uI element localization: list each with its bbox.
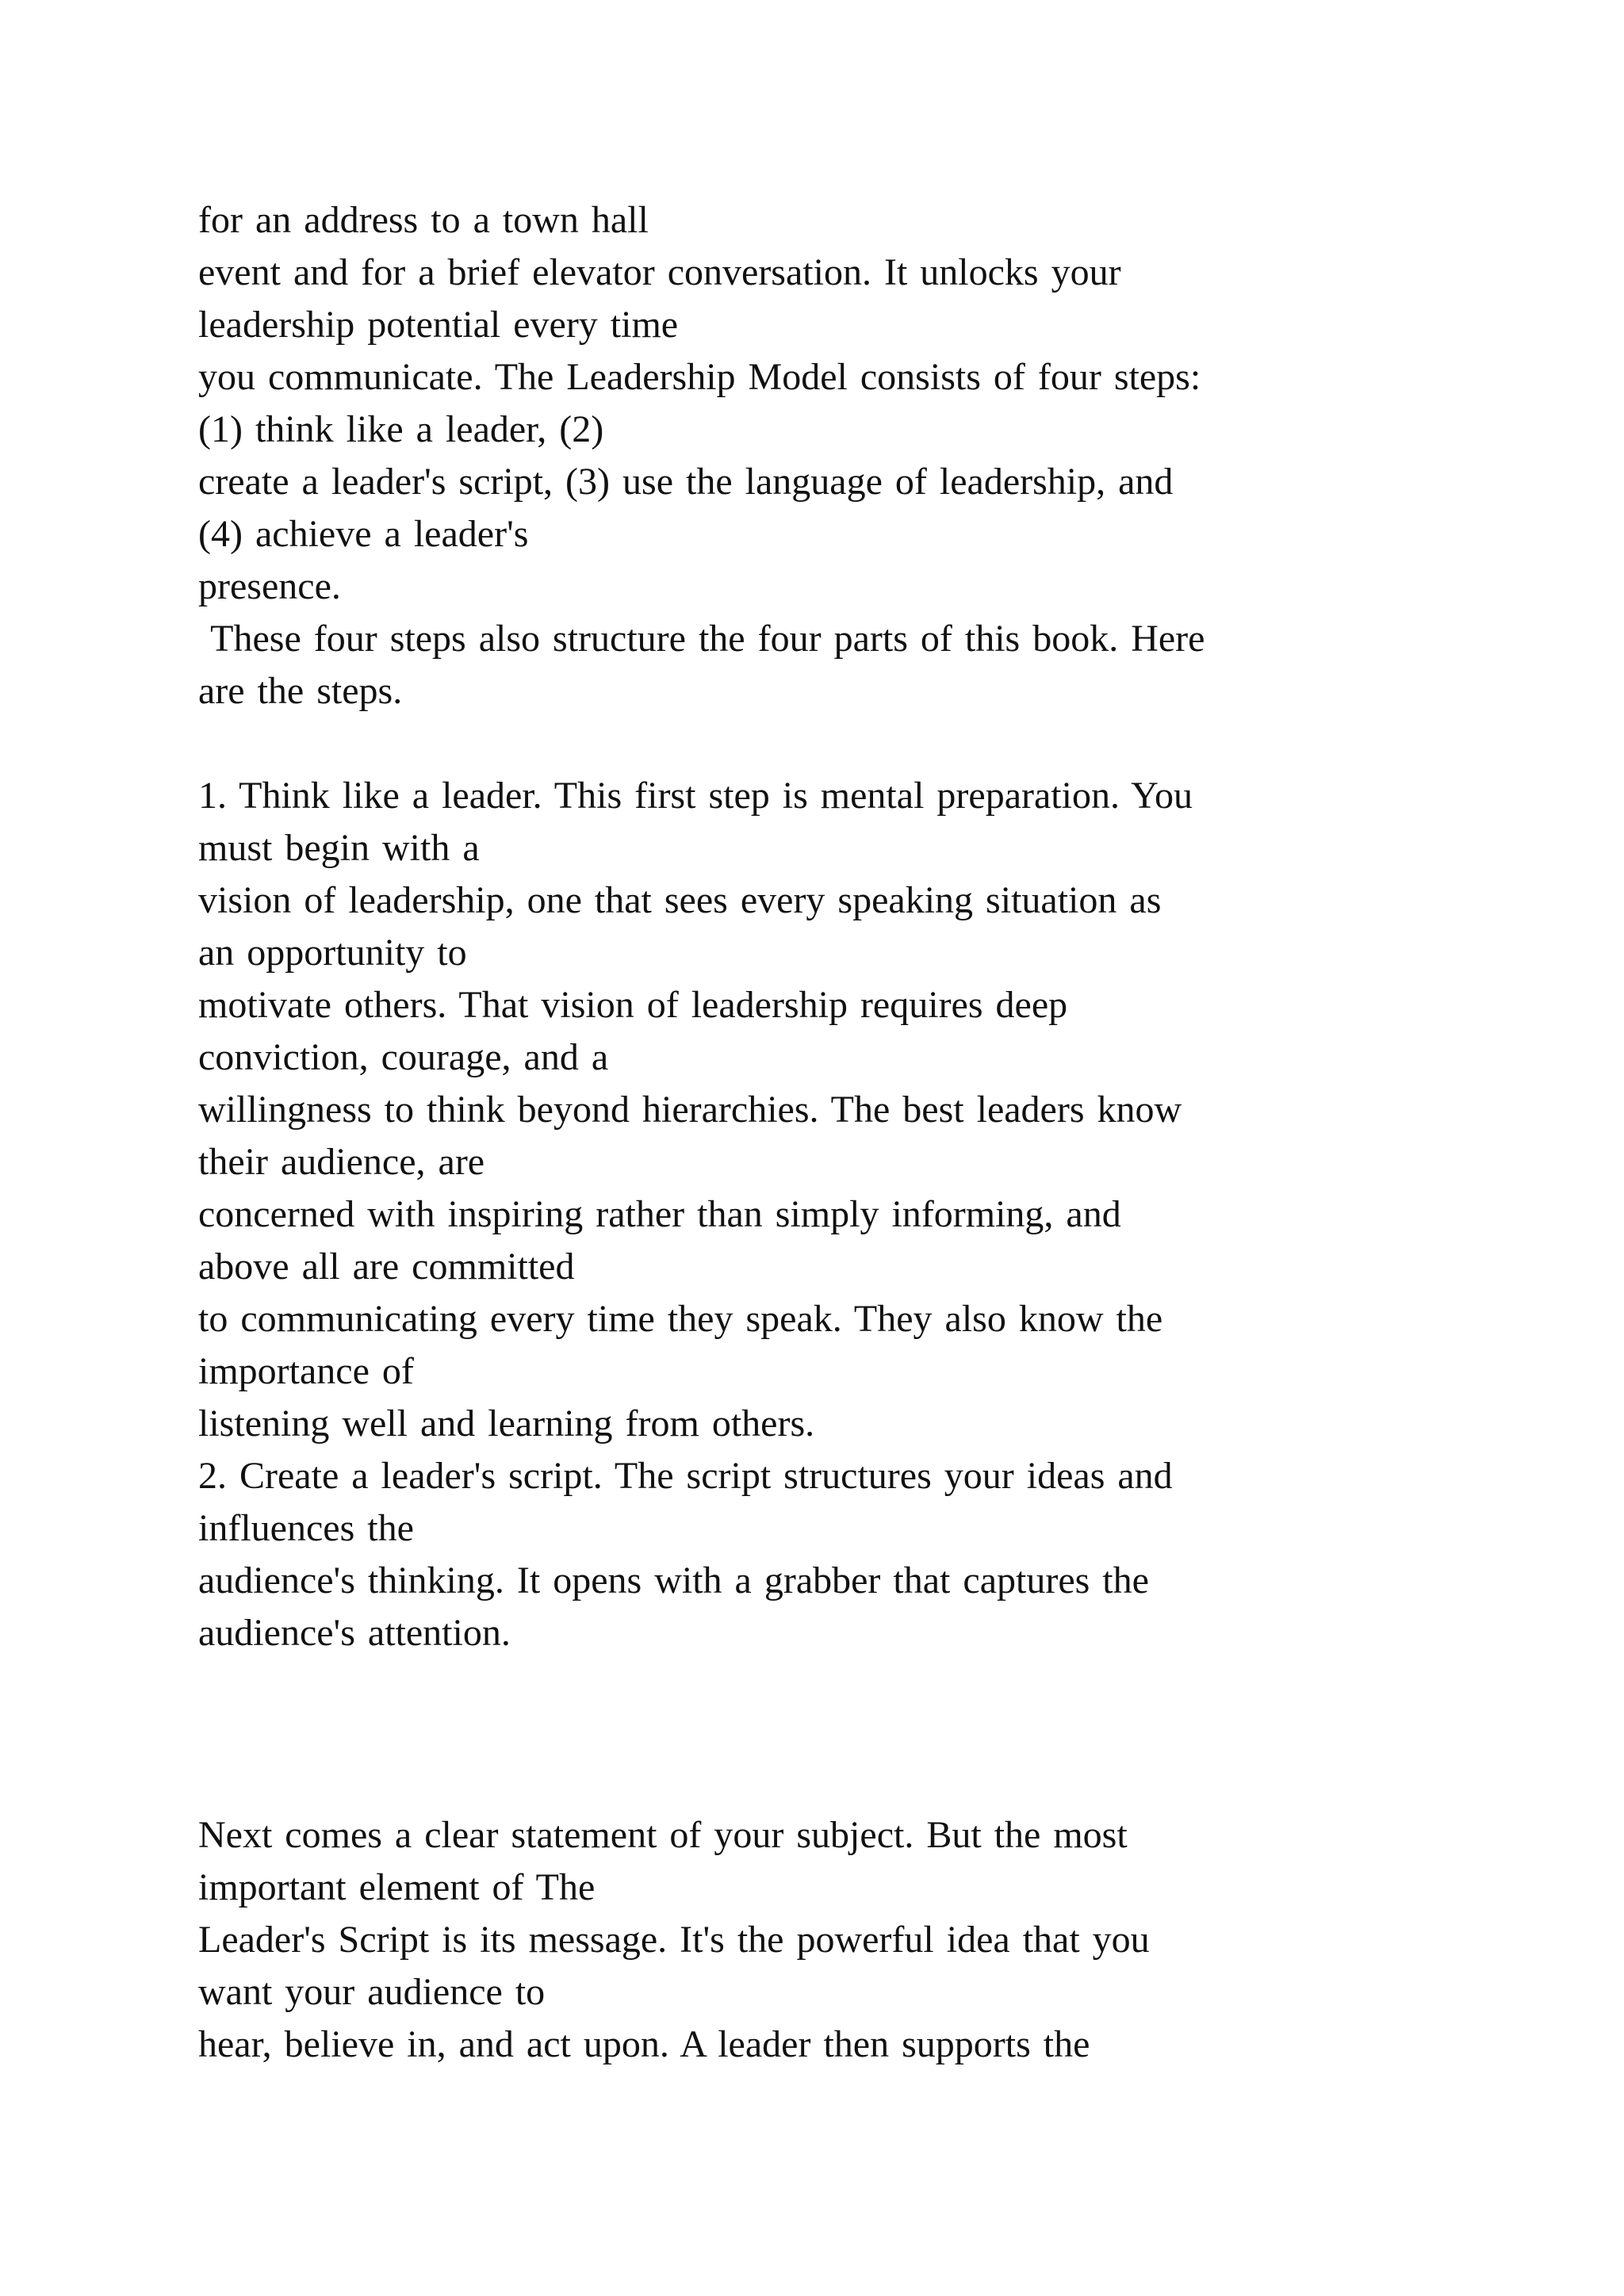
body-text-bottom [198,1809,1562,2071]
body-text-top [198,194,1562,1659]
text-line: motivate others. That vision of leadership requires deep [198,984,1068,1026]
text-line: to communicating every time they speak. They also know the [198,1298,1163,1340]
text-line: event and for a brief elevator conversation. It unlocks your [198,251,1121,293]
text-line: hear, believe in, and act upon. A leader then supports the [198,2023,1090,2065]
text-line: conviction, courage, and a [198,1036,609,1078]
text-line: create a leader's script, (3) use the language of leadership, and [198,461,1174,503]
text-line: audience's thinking. It opens with a grabber that captures the [198,1559,1149,1601]
text-line: you communicate. The Leadership Model consists of four steps: [198,356,1201,398]
text-line: 1. Think like a leader. This first step is mental preparation. You [198,775,1193,817]
blank-line [198,718,1562,770]
text-line: importance of [198,1350,414,1392]
text-line: their audience, are [198,1141,485,1183]
text-line: are the steps. [198,670,403,712]
text-line: Leader's Script is its message. It's the powerful idea that you [198,1919,1150,1961]
text-line: audience's attention. [198,1612,511,1654]
text-line: 2. Create a leader's script. The script structures your ideas and [198,1455,1173,1497]
text-line: leadership potential every time [198,304,679,346]
text-line: important element of The [198,1866,596,1908]
text-line: an opportunity to [198,932,467,974]
text-line: must begin with a [198,827,480,869]
text-line: influences the [198,1507,414,1549]
text-line: for an address to a town hall [198,199,649,241]
text-line: above all are committed [198,1246,575,1288]
text-line: willingness to think beyond hierarchies. The best leaders know [198,1089,1182,1131]
text-line: vision of leadership, one that sees every speaking situation as [198,879,1162,921]
text-line: want your audience to [198,1971,546,2013]
text-line: Next comes a clear statement of your subject. But the most [198,1814,1128,1856]
text-line: (4) achieve a leader's [198,513,529,555]
text-line: presence. [198,565,341,607]
text-line: (1) think like a leader, (2) [198,408,604,450]
text-line: These four steps also structure the four parts of this book. Here [198,618,1205,660]
text-line: listening well and learning from others. [198,1402,815,1445]
text-line: concerned with inspiring rather than simply informing, and [198,1193,1121,1235]
